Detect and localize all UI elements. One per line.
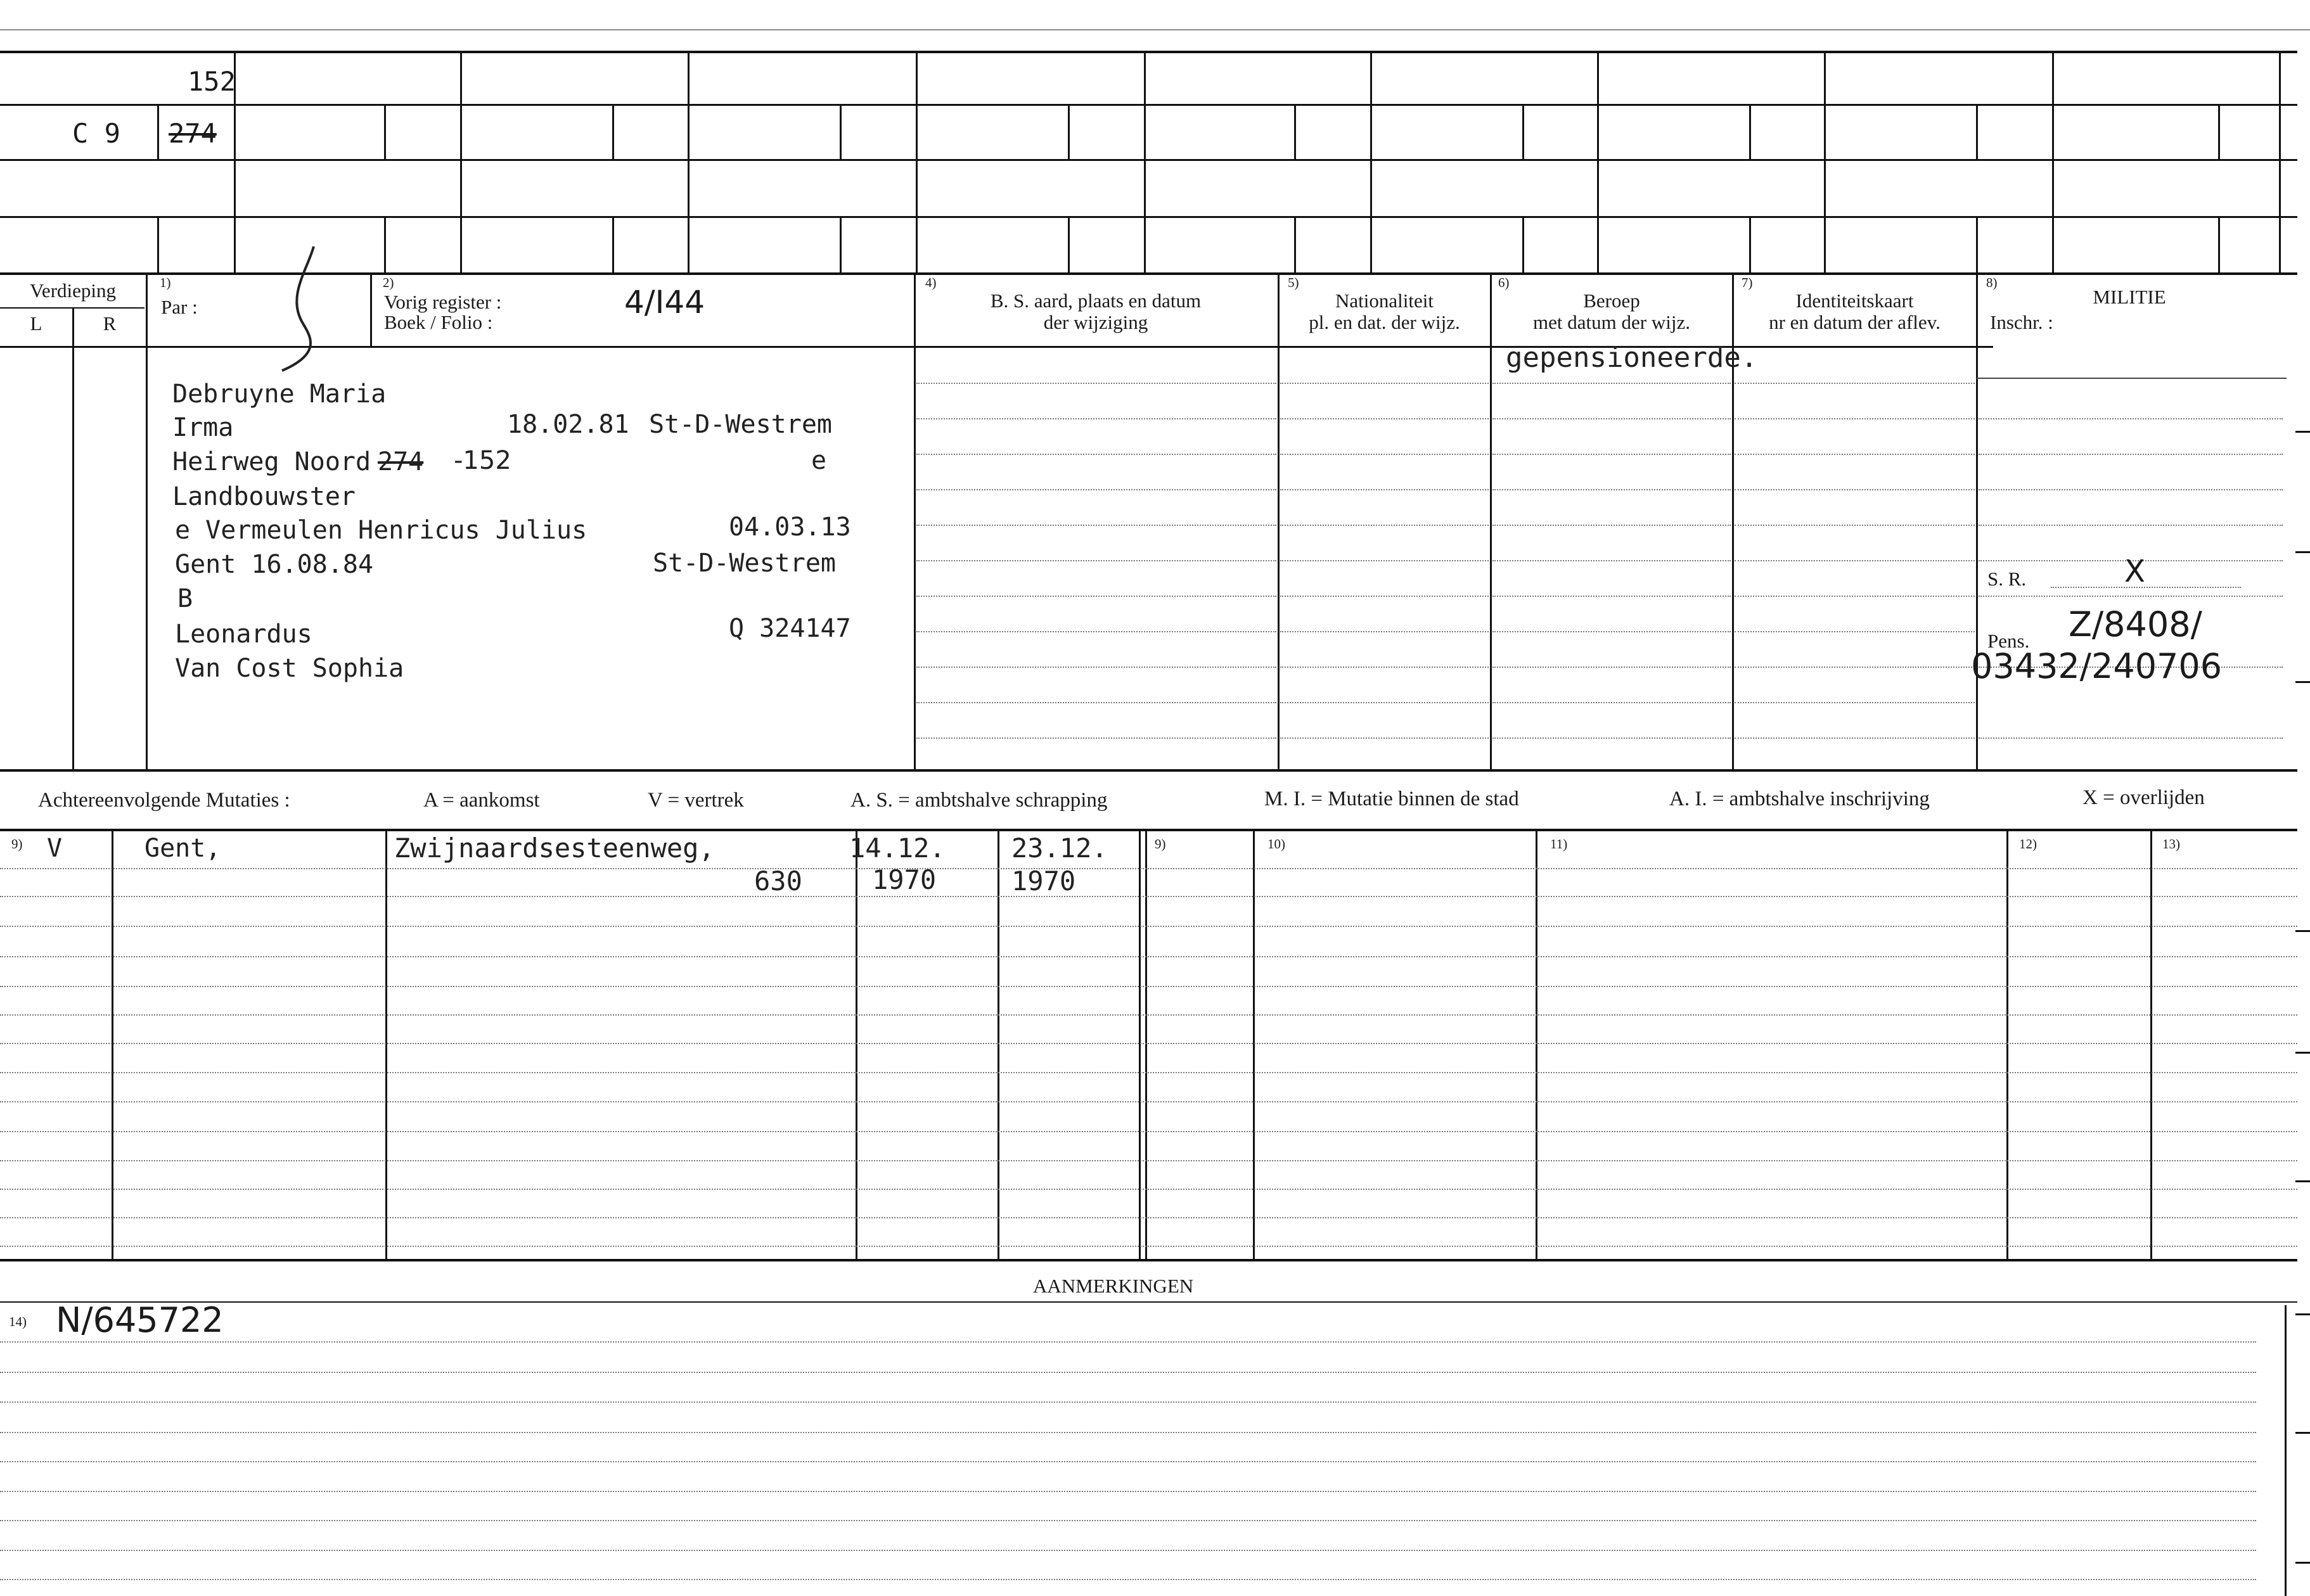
id-label-1: Identiteitskaart [1795,290,1914,312]
person-mother: Van Cost Sophia [175,654,404,683]
person-father: Leonardus [175,620,312,649]
boek-folio-label: Boek / Folio : [384,311,493,333]
mutation-date1-year: 1970 [872,864,937,895]
vorig-register-label: Vorig register : [384,291,502,313]
col12-number: 12) [2019,836,2037,852]
legend-title: Achtereenvolgende Mutaties : [38,789,290,812]
person-code-b: B [177,584,193,613]
pens-value-1: Z/8408/ [2069,604,2202,644]
legend-x: X = overlijden [2082,786,2205,809]
legend-mi: M. I. = Mutatie binnen de stad [1264,788,1519,810]
mutation-date1-daymonth: 14.12. [849,833,946,864]
beroep-label-1: Beroep [1583,290,1640,312]
top-number: 152 [188,66,236,97]
person-id-code: Q 324147 [729,614,851,643]
person-spouse-birth: Gent 16.08.84 [175,550,374,579]
mutation-house-number: 630 [754,865,802,897]
inschr-label: Inschr. : [1990,311,2053,333]
sr-label: S. R. [1987,568,2027,590]
person-surname: Debruyne Maria [172,380,387,409]
id-number: 7) [1742,275,1753,290]
nat-label-2: pl. en dat. der wijz. [1309,311,1460,333]
beroep-number: 6) [1498,275,1510,290]
person-spouse-date: 04.03.13 [729,513,851,542]
person-birth-place: St-D-Westrem [649,410,832,439]
remarks-number: 14) [9,1314,27,1329]
bs-number: 4) [925,275,937,290]
person-occupation: Landbouwster [172,482,356,511]
col13-number: 13) [2162,836,2180,852]
mutation-city: Gent, [144,834,221,863]
remarks-value: N/645722 [56,1300,224,1340]
nat-label-1: Nationaliteit [1335,290,1434,312]
legend-ai: A. I. = ambtshalve inschrijving [1669,788,1930,810]
pens-value-2: 03432/240706 [1971,646,2223,686]
remarks-title: AANMERKINGEN [1033,1275,1194,1297]
pens-label: Pens. [1987,630,2030,652]
floor-l-label: L [30,312,42,335]
vorig-number: 2) [383,275,394,290]
militie-number: 8) [1986,275,1998,290]
par-label: Par : [161,296,198,318]
beroep-value: gepensioneerde. [1506,342,1758,374]
verdieping-label: Verdieping [29,279,117,302]
person-new-house-number: -152 [454,446,511,475]
signature-mark [263,244,364,377]
militie-label: MILITIE [2093,286,2166,308]
floor-r-label: R [103,312,117,335]
beroep-label-2: met datum der wijz. [1533,311,1690,333]
col9-number: 9) [11,836,23,852]
legend-a: A = aankomst [423,789,540,812]
legend-v: V = vertrek [648,789,744,812]
top-code: C 9 [72,118,120,149]
col10-number: 10) [1267,836,1285,852]
bs-label-1: B. S. aard, plaats en datum [990,290,1202,312]
bs-label-2: der wijziging [1043,311,1148,333]
person-spouse: e Vermeulen Henricus Julius [175,516,587,545]
top-old-number: 274 [169,118,217,149]
person-old-house-number: 274 [378,447,424,476]
id-label-2: nr en datum der aflev. [1769,311,1941,333]
vorig-register-value: 4/I44 [624,284,705,321]
mutation-type: V [47,834,63,863]
sr-value: X [2124,554,2145,589]
mutation-street: Zwijnaardsesteenweg, [394,833,715,864]
col11-number: 11) [1550,836,1568,852]
person-spouse-place: St-D-Westrem [653,549,836,578]
par-number: 1) [160,275,171,290]
col9b-number: 9) [1155,836,1166,852]
person-street: Heirweg Noord [172,447,371,476]
mutation-date2-year: 1970 [1011,865,1076,897]
person-given-name: Irma [172,413,234,442]
legend-as: A. S. = ambtshalve schrapping [850,789,1108,812]
person-birth-date: 18.02.81 [507,410,629,439]
mutation-date2-daymonth: 23.12. [1011,833,1108,864]
person-mark-e: e [811,446,827,475]
nat-number: 5) [1288,275,1299,290]
